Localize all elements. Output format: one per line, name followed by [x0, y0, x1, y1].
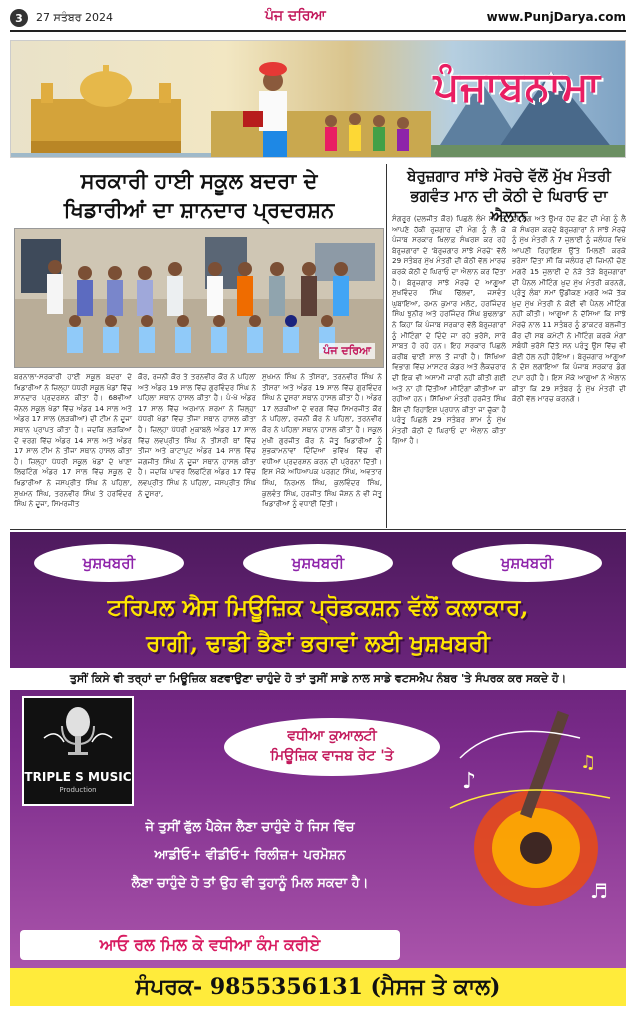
quality-line2: ਮਿਊਜ਼ਿਕ ਵਾਜਬ ਰੇਟ 'ਤੇ [270, 748, 394, 764]
right-headline-line2: ਭਗਵੰਤ ਮਾਨ ਦੀ ਕੋਠੀ ਦੇ ਘਿਰਾਓ ਦਾ ਐਲਾਨ [410, 187, 608, 225]
site-url[interactable]: www.PunjDarya.com [486, 10, 626, 24]
good-news-badge-3: ਖੁਸ਼ਖਬਰੀ [452, 544, 602, 582]
page-date: 27 ਸਤੰਬਰ 2024 [36, 11, 114, 24]
ad-package-text [30, 814, 470, 898]
logo-subtitle: Production [59, 786, 97, 794]
left-headline-line2: ਖਿਡਾਰੀਆਂ ਦਾ ਸ਼ਾਨਦਾਰ ਪ੍ਰਦਰਸ਼ਨ [63, 197, 335, 222]
group-dancer-3 [373, 115, 385, 127]
dhol-drum [243, 111, 263, 127]
group-dancer-2 [349, 113, 361, 125]
temple-spire [103, 65, 109, 79]
school-team-photo [14, 228, 384, 368]
left-story-headline [14, 166, 384, 224]
group-dancer-1 [325, 115, 337, 127]
temple-tower-left [41, 83, 53, 103]
temple-tower-right [159, 83, 171, 103]
dancer-kurta [259, 91, 287, 131]
right-headline-line1: ਬੇਰੁਜ਼ਗਾਰ ਸਾਂਝੇ ਮੋਰਚੇ ਵੱਲੋਂ ਮੁੱਖ ਮੰਤਰੀ [407, 167, 611, 185]
group-dancer-1-body [325, 127, 337, 151]
group-dancer-3-body [373, 127, 385, 151]
good-news-badge-1: ਖੁਸ਼ਖਬਰੀ [34, 544, 184, 582]
ad-headline-line1: ਟਰਿਪਲ ਐਸ ਮਿਊਜ਼ਿਕ ਪ੍ਰੋਡਕਸ਼ਨ ਵੱਲੋਂ ਕਲਾਕਾਰ, [107, 594, 529, 621]
dancer-chadra [263, 131, 287, 158]
punjabnama-banner [10, 40, 626, 158]
left-story-col2: ਕੌਰ, ਰਜਨੀ ਕੌਰ ਤੇ ਤਰਨਵੀਰ ਕੌਰ ਨੇ ਪਹਿਲਾ ਅਤੇ ਅੰਡਰ 19 ਸਾਲ ਵਿੱਚ ਗੁਰਵਿੰਦਰ ਸਿੰਘ ਨੇ ਪਹਿਲਾ ਸਥਾਨ ਹਾਸਲ ਕੀਤਾ ਹੈ। ਪੰ-ਖੇ ਅੰਡਰ 17 ਸਾਲ ਵਿੱਚ ਅਰਮਾਨ ਸ਼ਰਮਾ ਨੇ ਜ਼ਿਲ੍ਹਾ ਪੱਧਰੀ ਖੇਡਾਂ ਵਿੱਚ ਤੀਜਾ ਸਥਾਨ ਹਾਸਲ ਕੀਤਾ ਹੈ। ਜ਼ਿਲ੍ਹਾ ਪੱਧਰੀ ਮੁਕਾਬਲੇ ਅੰਡਰ 17 ਸਾਲ ਵਿੱਚ ਲਵਪ੍ਰੀਤ ਸਿੰਘ ਨੇ ਤੀਸਰੀ ਥਾਂ ਵਿੱਚ ਤੀਜਾ ਅਤੇ ਕਾਟਾਪੁਟ ਅੰਡਰ 14 ਸਾਲ ਵਿੱਚ ਜਗਜੀਤ ਸਿੰਘ ਨੇ ਦੂਜਾ ਸਥਾਨ ਹਾਸਲ ਕੀਤਾ ਹੈ। ਜਦਕਿ ਪਾਵਰ ਲਿਫਟਿੰਗ ਅੰਡਰ 17 ਵਿੱਚ ਲਵਪ੍ਰੀਤ ਸਿੰਘ ਨੇ ਪਹਿਲਾ, ਜਸਪ੍ਰੀਤ ਸਿੰਘ ਨੇ ਦੂਸਰਾ, [138, 372, 256, 498]
microphone-icon [24, 698, 132, 768]
svg-text:♪: ♪ [462, 769, 477, 794]
page-number: 3 [10, 9, 28, 27]
ad-headline-line2: ਰਾਗੀ, ਢਾਡੀ ਭੈਣਾਂ ਭਰਾਵਾਂ ਲਈ ਖੁਸ਼ਖਬਰੀ [146, 630, 490, 657]
page-header [10, 6, 626, 32]
column-divider [386, 164, 387, 528]
ad-body-line3: ਲੈਣਾ ਚਾਹੁੰਦੇ ਹੋ ਤਾਂ ਉਹ ਵੀ ਤੁਹਾਨੂੰ ਮਿਲ ਸਕਦਾ ਹੈ। [131, 876, 369, 891]
quality-line1: ਵਧੀਆ ਕੁਆਲਟੀ [287, 728, 377, 744]
ad-body-line1: ਜੇ ਤੁਸੀਂ ਫੁੱਲ ਪੈਕੇਜ ਲੈਣਾ ਚਾਹੁੰਦੇ ਹੋ ਜਿਸ ਵਿੱਚ [145, 820, 355, 835]
logo-name: TRIPLE S MUSIC [24, 770, 132, 784]
svg-text:♬: ♬ [590, 879, 608, 903]
good-news-badge-2: ਖੁਸ਼ਖਬਰੀ [243, 544, 393, 582]
masthead-logo: ਪੰਜ ਦਰਿਆ [265, 8, 326, 24]
group-dancer-4 [397, 117, 409, 129]
river-bank [431, 145, 626, 158]
left-headline-line1: ਸਰਕਾਰੀ ਹਾਈ ਸਕੂਲ ਬਦਰਾ ਦੇ [80, 168, 318, 193]
ad-contact-strip: ਤੁਸੀਂ ਕਿਸੇ ਵੀ ਤਰ੍ਹਾਂ ਦਾ ਮਿਊਜ਼ਿਕ ਬਣਵਾਉਣਾ ਚਾਹੁੰਦੇ ਹੋ ਤਾਂ ਤੁਸੀਂ ਸਾਡੇ ਨਾਲ ਸਾਡੇ ਵਟਸਐਪ ਨੰਬਰ 'ਤੇ ਸੰਪਰਕ ਕਰ ਸਕਦੇ ਹੋ। [10, 668, 626, 690]
left-story-col1: ਬਰਨਾਲਾ-ਸਰਕਾਰੀ ਹਾਈ ਸਕੂਲ ਬਦਰਾ ਦੇ ਖਿਡਾਰੀਆਂ ਨੇ ਜ਼ਿਲ੍ਹਾ ਪੱਧਰੀ ਸਕੂਲ ਖੇਡਾਂ ਵਿੱਚ ਸ਼ਾਨਦਾਰ ਪ੍ਰਦਰਸ਼ਨ ਕੀਤਾ ਹੈ। 68ਵੀਆਂ ਜ਼ੋਨਲ ਸਕੂਲ ਖੇਡਾਂ ਵਿੱਚ ਅੰਡਰ 14 ਸਾਲ ਅਤੇ ਅੰਡਰ 17 ਸਾਲ (ਲੜਕੀਆਂ) ਦੀ ਟੀਮ ਨੇ ਦੂਜਾ ਸਥਾਨ ਪ੍ਰਾਪਤ ਕੀਤਾ ਹੈ। ਜਦਕਿ ਲੜਕਿਆਂ ਦੇ ਵਰਗ ਵਿੱਚ ਅੰਡਰ 14 ਸਾਲ ਅਤੇ ਅੰਡਰ 17 ਸਾਲ ਟੀਮ ਨੇ ਤੀਜਾ ਸਥਾਨ ਹਾਸਲ ਕੀਤਾ ਹੈ। ਜ਼ਿਲ੍ਹਾ ਪੱਧਰੀ ਸਕੂਲ ਖੇਡਾਂ ਦੇ ਖਾਣਾ ਲਿਫਟਿੰਗ ਅੰਡਰ 17 ਸਾਲ ਵਿੱਚ ਸਕੂਲ ਦੇ ਖਿਡਾਰੀਆਂ ਨੇ ਜਸਪ੍ਰੀਤ ਸਿੰਘ ਨੇ ਪਹਿਲਾ, ਸੁਖਮਨ ਸਿੰਘ, ਤਰਨਵੀਰ ਸਿੰਘ ਤੇ ਹਰਵਿੰਦਰ ਸਿੰਘ ਨੇ ਦੂਜਾ, ਸਿਮਰਜੀਤ [14, 372, 132, 509]
banner-title: ਪੰਜਾਬਨਾਮਾ [433, 63, 601, 110]
ad-call-to-action: ਆਓ ਰਲ ਮਿਲ ਕੇ ਵਧੀਆ ਕੰਮ ਕਰੀਏ [20, 930, 400, 960]
group-dancer-2-body [349, 125, 361, 151]
quality-badge [224, 718, 440, 776]
section-divider [10, 529, 626, 530]
wall-window [315, 243, 375, 281]
temple-base [31, 141, 181, 155]
triple-s-music-advert [10, 532, 626, 1006]
group-dancer-4-body [397, 129, 409, 151]
photo-watermark: ਪੰਜ ਦਰਿਆ [319, 343, 375, 359]
ad-headline [18, 590, 618, 662]
dancer-turban [259, 62, 287, 76]
svg-text:♫: ♫ [580, 752, 597, 773]
triple-s-music-logo [22, 696, 134, 806]
left-story-col3: ਸੁਖਮਨ ਸਿੰਘ ਨੇ ਤੀਸਰਾ, ਤਰਨਵੀਰ ਸਿੰਘ ਨੇ ਤੀਸਰਾ ਅਤੇ ਅੰਡਰ 19 ਸਾਲ ਵਿੱਚ ਗੁਰਵਿੰਦਰ ਸਿੰਘ ਨੇ ਦੂਸਰਾ ਸਥਾਨ ਹਾਸਲ ਕੀਤਾ ਹੈ। ਅੰਡਰ 17 ਲੜਕੀਆਂ ਦੇ ਵਰਗ ਵਿੱਚ ਸਿਮਰਜੀਤ ਕੌਰ ਨੇ ਪਹਿਲਾ, ਰਜਨੀ ਕੌਰ ਨੇ ਪਹਿਲਾ, ਤਰਨਵੀਰ ਕੌਰ ਨੇ ਪਹਿਲਾ ਸਥਾਨ ਹਾਸਲ ਕੀਤਾ ਹੈ। ਸਕੂਲ ਮੁਖੀ ਗੁਰਜੀਤ ਕੌਰ ਨੇ ਜੇਤੂ ਖਿਡਾਰੀਆਂ ਨੂੰ ਸ਼ੁਭਕਾਮਨਾਵਾਂ ਦਿੰਦਿਆਂ ਭਵਿੱਖ ਵਿੱਚ ਵੀ ਵਧੀਆ ਪ੍ਰਦਰਸ਼ਨ ਕਰਨ ਦੀ ਪ੍ਰੇਰਨਾ ਦਿੱਤੀ। ਇਸ ਮੌਕੇ ਅਧਿਆਪਕ ਪਰਗਟ ਸਿੰਘ, ਅਵਤਾਰ ਸਿੰਘ, ਨਿਰਮਲ ਸਿੰਘ, ਕੁਲਵਿੰਦਰ ਸਿੰਘ, ਕੁਲਵੰਤ ਸਿੰਘ, ਹਰਜੀਤ ਸਿੰਘ ਜੋਸ਼ਨ ਨੇ ਵੀ ਜੇਤੂ ਖਿਡਾਰੀਆਂ ਨੂੰ ਵਧਾਈ ਦਿੱਤੀ। [262, 372, 382, 509]
right-story-col1: ਸੰਗਰੂਰ (ਦਲਜੀਤ ਕੌਰ) ਪਿਛਲੇ ਲੰਮੇ ਸਮੇਂ ਤੋਂ ਆਪਣੇ ਹੱਕੀ ਰੁਜ਼ਗਾਰ ਦੀ ਮੰਗ ਨੂੰ ਲੈ ਕੇ ਪੰਜਾਬ ਸਰਕਾਰ ਖ਼ਿਲਾਫ਼ ਸੰਘਰਸ਼ ਕਰ ਰਹੇ ਬੇਰੁਜ਼ਗਾਰਾਂ ਦੇ 'ਬੇਰੁਜ਼ਗਾਰ ਸਾਂਝੇ ਮੋਰਚੇ' ਵੱਲੋਂ 29 ਸਤੰਬਰ ਮੁੱਖ ਮੰਤਰੀ ਦੀ ਕੋਠੀ ਵੱਲ ਮਾਰਚ ਕਰਕੇ ਕੋਠੀ ਦੇ ਘਿਰਾਓ ਦਾ ਐਲਾਨ ਕਰ ਦਿੱਤਾ ਹੈ। ਬੇਰੁਜ਼ਗਾਰ ਸਾਂਝੇ ਮੋਰਚੇ ਦੇ ਆਗੂਆਂ ਸੁਖਵਿੰਦਰ ਸਿੰਘ ਢਿੱਲਵਾਂ, ਜਸਵੰਤ ਘੁਬਾਇਆ, ਰਮਨ ਕੁਮਾਰ ਮਲੋਟ, ਹਰਜਿੰਦਰ ਸਿੰਘ ਝੁਨੀਰ ਅਤੇ ਹਰਜਿੰਦਰ ਸਿੰਘ ਬੁਢਲਾਡਾ ਨੇ ਕਿਹਾ ਕਿ ਪੰਜਾਬ ਸਰਕਾਰ ਵੱਲੋਂ ਬੇਰੁਜ਼ਗਾਰਾਂ ਨੂੰ ਮੀਟਿੰਗਾਂ ਦੇ ਦਿੰਦੇ ਜਾ ਰਹੇ ਭਰੋਸੇ, ਸਾਰੇ ਸਾਬਤ ਹੋ ਰਹੇ ਹਨ। ਇਹ ਸਰਕਾਰ ਪਿਛਲੇ ਕਰੀਬ ਢਾਈ ਸਾਲ ਤੋਂ ਜਾਰੀ ਹੈ। ਸਿੱਖਿਆ ਵਿਭਾਗ ਵਿੱਚ ਮਾਸਟਰ ਕੇਡਰ ਅਤੇ ਲੈਕਚਰਾਰ ਦੀ ਇਕ ਵੀ ਅਸਾਮੀ ਜਾਰੀ ਨਹੀਂ ਕੀਤੀ ਗਈ ਅਤੇ ਨਾ ਹੀ ਦਿੱਤੀਆਂ ਮੀਟਿੰਗਾਂ ਕੀਤੀਆਂ ਜਾ ਰਹੀਆਂ ਹਨ। ਸਿੱਖਿਆ ਮੰਤਰੀ ਹਰਜੋਤ ਸਿੰਘ ਬੈਂਸ ਦੀ ਰਿਹਾਇਸ਼ ਪ੍ਰਧਾਨ ਕੀਤਾ ਜਾ ਚੁੱਕਾ ਹੈ ਪਰੰਤੂ ਪਿਛਲੇ 29 ਸਤੰਬਰ ਸ਼ਾਮ ਨੂੰ ਮੁੱਖ ਮੰਤਰੀ ਕੋਠੀ ਦੇ ਘਿਰਾਓ ਦਾ ਐਲਾਨ ਕੀਤਾ ਗਿਆ ਹੈ। [392, 214, 506, 446]
right-story-col2: ਦੀ ਮੰਗ ਅਤੇ ਉਮਰ ਹੱਦ ਛੋਟ ਦੀ ਮੰਗ ਨੂੰ ਲੈ ਕੇ ਸੰਘਰਸ਼ ਕਰਦੇ ਬੇਰੁਜ਼ਗਾਰਾਂ ਨੇ ਸਾਂਝੇ ਮੋਰਚੇ ਨੂੰ ਮੁੱਖ ਮੰਤਰੀ ਨੇ 7 ਜੁਲਾਈ ਨੂੰ ਜਲੰਧਰ ਵਿਖੇ ਆਪਣੀ ਰਿਹਾਇਸ਼ ਉੱਤੇ ਮਿਲਣੀ ਕਰਕੇ ਭਰੋਸਾ ਦਿੱਤਾ ਸੀ ਕਿ ਜਲੰਧਰ ਦੀ ਜ਼ਿਮਨੀ ਚੋਣ ਮਗਰੋਂ 15 ਜੁਲਾਈ ਦੇ ਨੇੜੇ ਤੇੜੇ ਬੇਰੁਜ਼ਗਾਰਾਂ ਦੀ ਪੈਨਲ ਮੀਟਿੰਗ ਖ਼ੁਦ ਮੁੱਖ ਮੰਤਰੀ ਕਰਨਗੇ, ਪ੍ਰੰਤੂ ਲੰਬਾ ਸਮਾਂ ਉਡੀਕਣ ਮਗਰੋਂ ਅਜੇ ਤੱਕ ਖ਼ੁਦ ਮੁੱਖ ਮੰਤਰੀ ਨੇ ਕੋਈ ਵੀ ਪੈਨਲ ਮੀਟਿੰਗ ਨਹੀਂ ਕੀਤੀ। ਆਗੂਆਂ ਨੇ ਦੱਸਿਆ ਕਿ ਸਾਂਝੇ ਮੋਰਚੇ ਨਾਲ 11 ਸਤੰਬਰ ਨੂੰ ਡਾਕਟਰ ਬਲਜੀਤ ਕੌਰ ਦੀ ਸਬ ਕਮੇਟੀ ਨੇ ਮੀਟਿੰਗ ਕਰਕੇ ਮੰਗਾਂ ਸਬੰਧੀ ਭਰੋਸੇ ਦਿੱਤੇ ਸਨ ਪਰੰਤੂ ਉਸ ਵਿੱਚ ਵੀ ਕੋਈ ਹੱਲ ਨਹੀਂ ਹੋਇਆ। ਬੇਰੁਜ਼ਗਾਰ ਆਗੂਆਂ ਨੇ ਦੋਸ਼ ਲਗਾਇਆ ਕਿ ਪੰਜਾਬ ਸਰਕਾਰ ਡੰਗ ਟਪਾ ਰਹੀ ਹੈ। ਇਸ ਮੌਕੇ ਆਗੂਆਂ ਨੇ ਐਲਾਨ ਕੀਤਾ ਕਿ 29 ਸਤੰਬਰ ਨੂੰ ਮੁੱਖ ਮੰਤਰੀ ਦੀ ਕੋਠੀ ਵੱਲ ਮਾਰਚ ਕਰਨਗੇ। [512, 214, 626, 404]
ad-contact-number[interactable]: ਸੰਪਰਕ- 9855356131 (ਮੈਸਜ ਤੇ ਕਾਲ) [10, 968, 626, 1006]
ad-body-line2: ਆਡੀਓ+ ਵੀਡੀਓ+ ਰਿਲੀਜ਼+ ਪਰਮੋਸ਼ਨ [154, 848, 346, 863]
